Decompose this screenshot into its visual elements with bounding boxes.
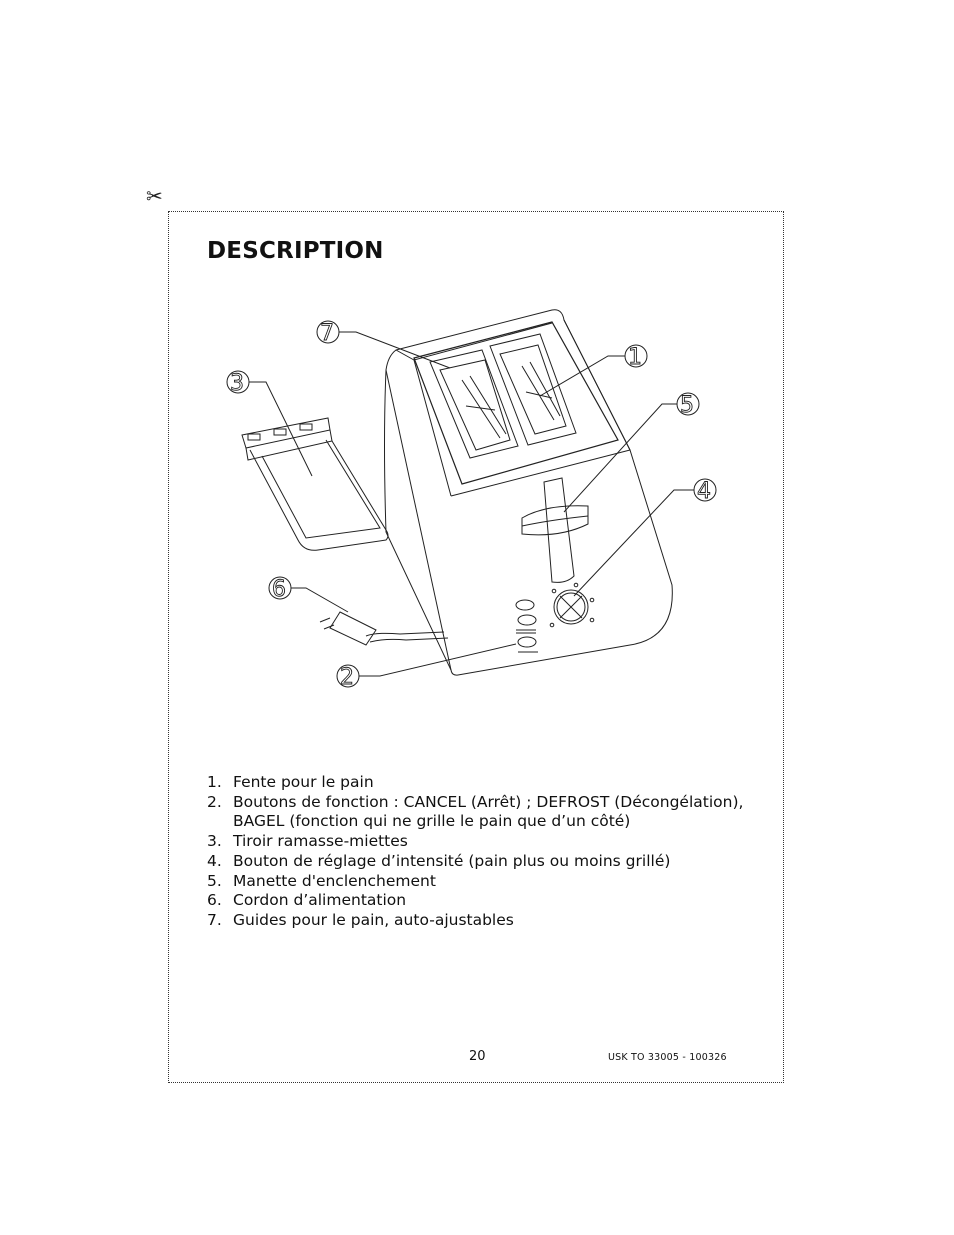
svg-text:4: 4 — [697, 479, 711, 504]
list-item: 5. Manette d'enclenchement — [207, 871, 436, 890]
callout-6 — [269, 577, 348, 612]
list-item: 3. Tiroir ramasse-miettes — [207, 832, 408, 851]
toaster-diagram — [200, 300, 720, 700]
svg-text:6: 6 — [272, 577, 286, 602]
lever-slot — [522, 478, 588, 582]
page-title: DESCRIPTION — [207, 238, 384, 264]
parts-list — [207, 773, 767, 931]
callout-5 — [564, 393, 699, 512]
svg-text:1: 1 — [628, 345, 642, 370]
browning-dial — [550, 583, 594, 627]
callout-2 — [337, 644, 516, 690]
crumb-tray — [242, 418, 388, 550]
callout-1 — [540, 345, 647, 396]
document-code: USK TO 33005 - 100326 — [608, 1052, 727, 1063]
list-item: 1. Fente pour le pain — [207, 773, 374, 791]
function-buttons — [516, 600, 538, 652]
page-number: 20 — [469, 1049, 486, 1064]
power-cord — [320, 612, 448, 645]
svg-text:7: 7 — [320, 321, 334, 346]
list-item: 7. Guides pour le pain, auto-ajustables — [207, 910, 514, 929]
svg-text:5: 5 — [680, 393, 694, 418]
list-item: 4. Bouton de réglage d’intensité (pain plus ou moins grillé) — [207, 851, 671, 870]
svg-text:2: 2 — [340, 665, 354, 690]
list-item: 6. Cordon d’alimentation — [207, 891, 407, 910]
svg-text:3: 3 — [230, 371, 244, 396]
scissors-icon: ✂ — [146, 184, 163, 208]
callout-7 — [317, 321, 450, 368]
bread-slots — [414, 322, 618, 484]
list-item: 2. Boutons de fonction : CANCEL (Arrêt) ; DEFROST (Décongélation), BAGEL (fonction qui ne grille le pain que d’un côté) — [207, 792, 744, 831]
